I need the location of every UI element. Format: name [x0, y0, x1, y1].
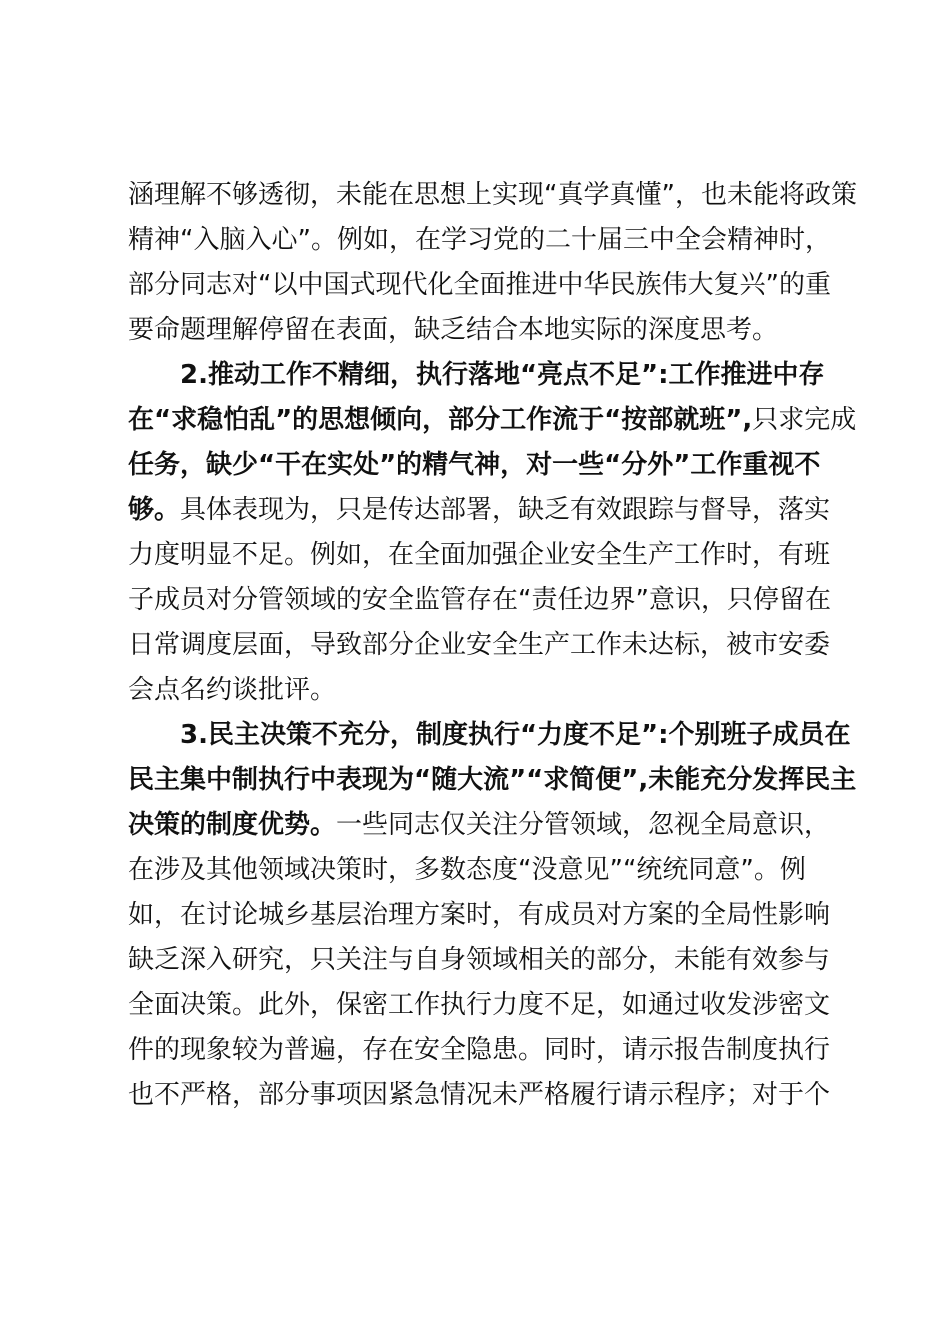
section-heading-line	[128, 713, 851, 757]
section-heading-line	[128, 353, 825, 397]
text-line	[128, 173, 857, 217]
text-line	[128, 1073, 830, 1117]
text-run: 也不严格，部分事项因紧急情况未严格履行请示程序；对于个	[128, 1080, 831, 1110]
text-line	[128, 758, 856, 802]
text-run: 一些同志仅关注分管领域，忽视全局意识，	[336, 810, 831, 840]
text-line	[128, 398, 856, 442]
text-line	[128, 1028, 830, 1072]
text-line	[128, 443, 820, 487]
text-run: 如，在讨论城乡基层治理方案时，有成员对方案的全局性影响	[128, 900, 831, 930]
text-run-bold: 在“求稳怕乱”的思想倾向，部分工作流于“按部就班”,	[128, 405, 753, 435]
text-run: 子成员对分管领域的安全监管存在“责任边界”意识，只停留在	[128, 585, 831, 615]
text-line	[128, 848, 806, 892]
text-line	[128, 668, 336, 712]
text-run: 全面决策。此外，保密工作执行力度不足，如通过收发涉密文	[128, 990, 831, 1020]
text-run: 要命题理解停留在表面，缺乏结合本地实际的深度思考。	[128, 315, 779, 345]
text-run-bold: 2.推动工作不精细，执行落地“亮点不足”:工作推进中存	[128, 360, 825, 390]
text-line	[128, 803, 830, 847]
text-line	[128, 263, 831, 307]
text-line	[128, 488, 830, 532]
text-line	[128, 938, 830, 982]
text-run: 只求完成	[752, 405, 857, 435]
text-run: 部分同志对“以中国式现代化全面推进中华民族伟大复兴”的重	[128, 270, 831, 300]
text-run: 力度明显不足。例如，在全面加强企业安全生产工作时，有班	[128, 540, 831, 570]
text-run: 在涉及其他领域决策时，多数态度“没意见”“统统同意”。例	[128, 855, 806, 885]
text-line	[128, 533, 830, 577]
text-line	[128, 983, 830, 1027]
text-line	[128, 308, 778, 352]
text-line	[128, 578, 831, 622]
text-run-bold: 任务，缺少“干在实处”的精气神，对一些“分外”工作重视不	[128, 450, 821, 480]
text-run: 件的现象较为普遍，存在安全隐患。同时，请示报告制度执行	[128, 1035, 831, 1065]
text-line	[128, 893, 830, 937]
text-run: 日常调度层面，导致部分企业安全生产工作未达标，被市安委	[128, 630, 831, 660]
text-run: 具体表现为，只是传达部署，缺乏有效跟踪与督导，落实	[180, 495, 831, 525]
text-run: 精神“入脑入心”。例如，在学习党的二十届三中全会精神时，	[128, 225, 831, 255]
text-run-bold: 够。	[128, 495, 181, 525]
text-run-bold: 民主集中制执行中表现为“随大流”“求简便”,未能充分发挥民主	[128, 765, 857, 795]
text-line	[128, 218, 831, 262]
text-run-bold: 决策的制度优势。	[128, 810, 337, 840]
text-run: 缺乏深入研究，只关注与自身领域相关的部分，未能有效参与	[128, 945, 831, 975]
text-run: 涵理解不够透彻，未能在思想上实现“真学真懂”，也未能将政策	[128, 180, 857, 210]
text-line	[128, 623, 830, 667]
text-run: 会点名约谈批评。	[128, 675, 337, 705]
text-run-bold: 3.民主决策不充分，制度执行“力度不足”:个别班子成员在	[128, 720, 851, 750]
